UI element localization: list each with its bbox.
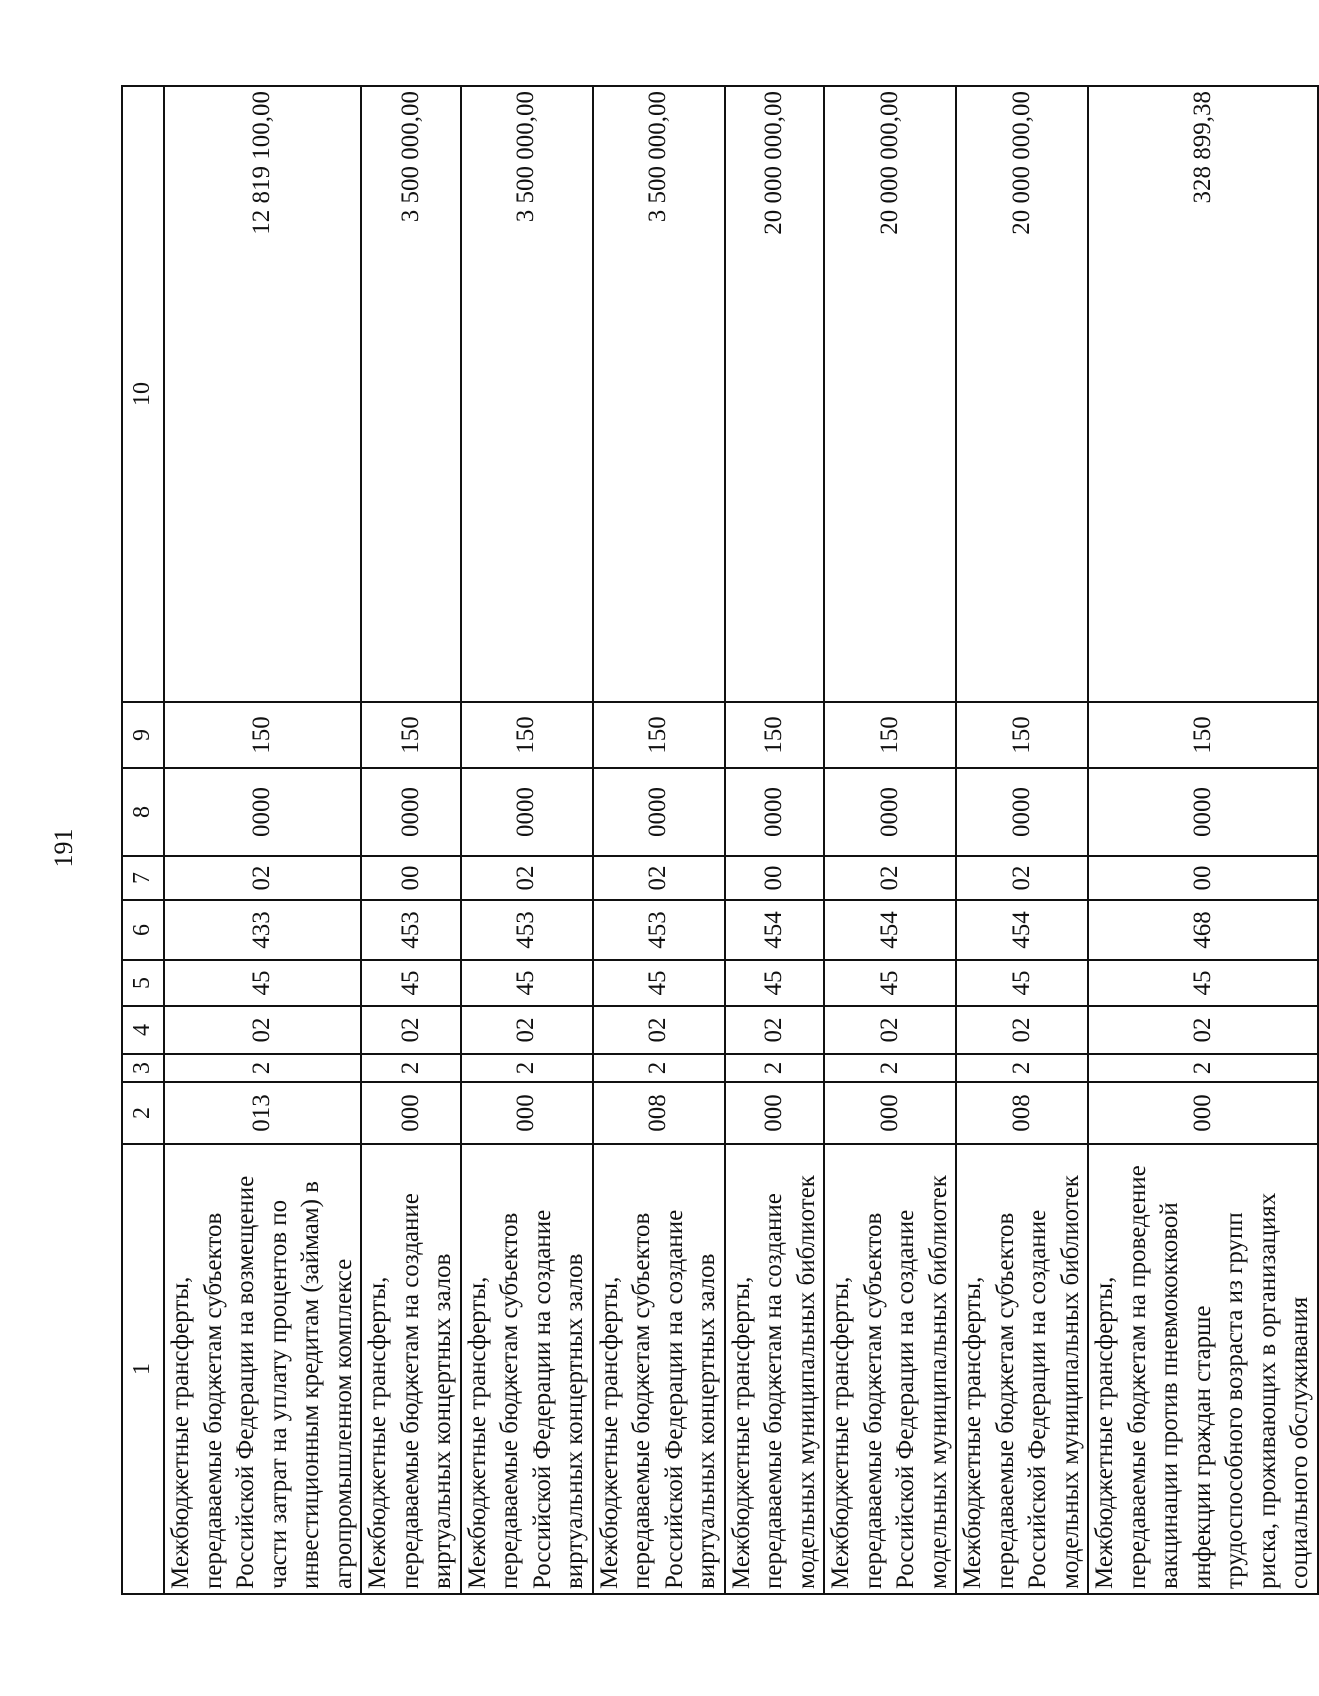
code-cell: 02 bbox=[1088, 1006, 1318, 1054]
code-cell: 45 bbox=[361, 960, 461, 1006]
header-cell-9: 9 bbox=[122, 702, 164, 768]
code-cell: 02 bbox=[593, 856, 725, 900]
code-cell: 02 bbox=[164, 1006, 361, 1054]
table-row bbox=[824, 86, 956, 1594]
code-cell: 45 bbox=[593, 960, 725, 1006]
code-cell: 45 bbox=[956, 960, 1088, 1006]
header-cell-2: 2 bbox=[122, 1082, 164, 1144]
rotated-table-container bbox=[121, 87, 1313, 1595]
header-cell-8: 8 bbox=[122, 768, 164, 856]
code-cell: 0000 bbox=[164, 768, 361, 856]
code-cell: 433 bbox=[164, 900, 361, 960]
code-cell: 02 bbox=[593, 1006, 725, 1054]
code-cell: 008 bbox=[593, 1082, 725, 1144]
code-cell: 008 bbox=[956, 1082, 1088, 1144]
table-row bbox=[1088, 86, 1318, 1594]
code-cell: 150 bbox=[593, 702, 725, 768]
code-cell: 0000 bbox=[1088, 768, 1318, 856]
code-cell: 2 bbox=[824, 1054, 956, 1082]
code-cell: 000 bbox=[461, 1082, 593, 1144]
budget-table bbox=[121, 85, 1319, 1595]
code-cell: 45 bbox=[725, 960, 825, 1006]
row-description: Межбюджетные трансферты, передаваемые бюджетам субъектов Российской Федерации на создание виртуальных концертных залов bbox=[461, 1144, 593, 1594]
amount-cell: 20 000 000,00 bbox=[824, 86, 956, 702]
code-cell: 468 bbox=[1088, 900, 1318, 960]
code-cell: 45 bbox=[461, 960, 593, 1006]
code-cell: 0000 bbox=[824, 768, 956, 856]
code-cell: 2 bbox=[593, 1054, 725, 1082]
header-cell-10: 10 bbox=[122, 86, 164, 702]
code-cell: 02 bbox=[461, 856, 593, 900]
code-cell: 00 bbox=[1088, 856, 1318, 900]
code-cell: 2 bbox=[461, 1054, 593, 1082]
amount-cell: 20 000 000,00 bbox=[956, 86, 1088, 702]
header-cell-4: 4 bbox=[122, 1006, 164, 1054]
table-row bbox=[164, 86, 361, 1594]
page-number: 191 bbox=[49, 828, 78, 868]
code-cell: 02 bbox=[725, 1006, 825, 1054]
amount-cell: 20 000 000,00 bbox=[725, 86, 825, 702]
header-cell-5: 5 bbox=[122, 960, 164, 1006]
code-cell: 45 bbox=[164, 960, 361, 1006]
header-cell-6: 6 bbox=[122, 900, 164, 960]
header-cell-3: 3 bbox=[122, 1054, 164, 1082]
code-cell: 453 bbox=[461, 900, 593, 960]
code-cell: 02 bbox=[361, 1006, 461, 1054]
code-cell: 453 bbox=[593, 900, 725, 960]
code-cell: 0000 bbox=[461, 768, 593, 856]
code-cell: 2 bbox=[361, 1054, 461, 1082]
code-cell: 453 bbox=[361, 900, 461, 960]
table-row bbox=[956, 86, 1088, 1594]
row-description: Межбюджетные трансферты, передаваемые бюджетам субъектов Российской Федерации на возмещение части затрат на уплату процентов по инвестиционным кредитам (займам) в агропромышленном комплексе bbox=[164, 1144, 361, 1594]
code-cell: 454 bbox=[956, 900, 1088, 960]
code-cell: 150 bbox=[361, 702, 461, 768]
code-cell: 454 bbox=[824, 900, 956, 960]
code-cell: 0000 bbox=[593, 768, 725, 856]
amount-cell: 12 819 100,00 bbox=[164, 86, 361, 702]
table-row bbox=[725, 86, 825, 1594]
header-cell-1: 1 bbox=[122, 1144, 164, 1594]
amount-cell: 3 500 000,00 bbox=[593, 86, 725, 702]
code-cell: 150 bbox=[461, 702, 593, 768]
code-cell: 00 bbox=[361, 856, 461, 900]
amount-cell: 328 899,38 bbox=[1088, 86, 1318, 702]
code-cell: 2 bbox=[956, 1054, 1088, 1082]
code-cell: 2 bbox=[164, 1054, 361, 1082]
code-cell: 02 bbox=[164, 856, 361, 900]
code-cell: 150 bbox=[725, 702, 825, 768]
code-cell: 02 bbox=[824, 1006, 956, 1054]
code-cell: 02 bbox=[956, 1006, 1088, 1054]
code-cell: 2 bbox=[1088, 1054, 1318, 1082]
code-cell: 150 bbox=[164, 702, 361, 768]
code-cell: 02 bbox=[461, 1006, 593, 1054]
code-cell: 000 bbox=[1088, 1082, 1318, 1144]
table-header-row bbox=[122, 86, 164, 1594]
code-cell: 150 bbox=[956, 702, 1088, 768]
row-description: Межбюджетные трансферты, передаваемые бюджетам на создание модельных муниципальных библиотек bbox=[725, 1144, 825, 1594]
amount-cell: 3 500 000,00 bbox=[461, 86, 593, 702]
code-cell: 0000 bbox=[956, 768, 1088, 856]
code-cell: 000 bbox=[361, 1082, 461, 1144]
row-description: Межбюджетные трансферты, передаваемые бюджетам на проведение вакцинации против пневмококковой инфекции граждан старше трудоспособного возраста из групп риска, проживающих в организациях социального обслуживания bbox=[1088, 1144, 1318, 1594]
code-cell: 02 bbox=[824, 856, 956, 900]
table-row bbox=[461, 86, 593, 1594]
code-cell: 0000 bbox=[725, 768, 825, 856]
row-description: Межбюджетные трансферты, передаваемые бюджетам субъектов Российской Федерации на создание виртуальных концертных залов bbox=[593, 1144, 725, 1594]
row-description: Межбюджетные трансферты, передаваемые бюджетам субъектов Российской Федерации на создание модельных муниципальных библиотек bbox=[956, 1144, 1088, 1594]
code-cell: 02 bbox=[956, 856, 1088, 900]
table-row bbox=[361, 86, 461, 1594]
code-cell: 150 bbox=[1088, 702, 1318, 768]
code-cell: 45 bbox=[824, 960, 956, 1006]
code-cell: 000 bbox=[824, 1082, 956, 1144]
code-cell: 000 bbox=[725, 1082, 825, 1144]
amount-cell: 3 500 000,00 bbox=[361, 86, 461, 702]
header-cell-7: 7 bbox=[122, 856, 164, 900]
code-cell: 454 bbox=[725, 900, 825, 960]
code-cell: 2 bbox=[725, 1054, 825, 1082]
row-description: Межбюджетные трансферты, передаваемые бюджетам на создание виртуальных концертных залов bbox=[361, 1144, 461, 1594]
code-cell: 45 bbox=[1088, 960, 1318, 1006]
code-cell: 00 bbox=[725, 856, 825, 900]
code-cell: 0000 bbox=[361, 768, 461, 856]
code-cell: 150 bbox=[824, 702, 956, 768]
row-description: Межбюджетные трансферты, передаваемые бюджетам субъектов Российской Федерации на создание модельных муниципальных библиотек bbox=[824, 1144, 956, 1594]
code-cell: 013 bbox=[164, 1082, 361, 1144]
table-row bbox=[593, 86, 725, 1594]
